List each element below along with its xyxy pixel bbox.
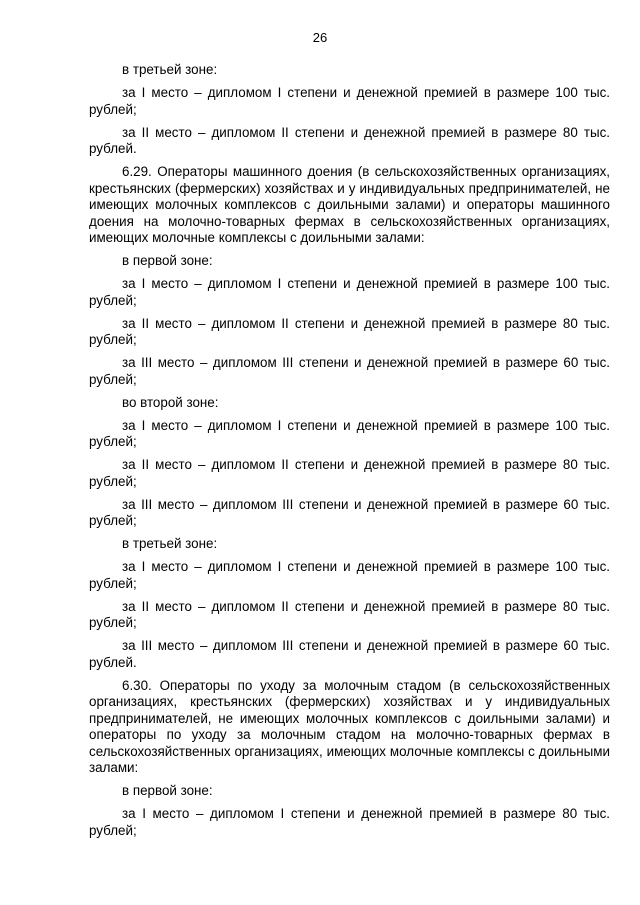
award-third-place: за III место – дипломом III степени и денежной премией в размере 60 тыс. рублей. bbox=[89, 638, 610, 670]
section-6-29: 6.29. Операторы машинного доения (в сельскохозяйственных организациях, крестьянских (фермерских) хозяйствах и у индивидуальных предпринимателей, не имеющих молочных комплексов с доильными залами) и операторы машинного доения на молочно-товарных фермах в сельскохозяйственных организациях, имеющих молочные комплексы с доильными залами: bbox=[89, 164, 610, 245]
award-third-place: за III место – дипломом III степени и денежной премией в размере 60 тыс. рублей; bbox=[89, 496, 610, 528]
award-first-place: за I место – дипломом I степени и денежной премией в размере 100 тыс. рублей; bbox=[89, 85, 610, 117]
award-first-place: за I место – дипломом I степени и денежной премией в размере 80 тыс. рублей; bbox=[89, 806, 610, 838]
page-number: 26 bbox=[312, 30, 328, 45]
document-body bbox=[89, 62, 610, 846]
zone-heading-second: во второй зоне: bbox=[122, 394, 219, 410]
zone-heading-first: в первой зоне: bbox=[122, 783, 213, 798]
award-first-place: за I место – дипломом I степени и денежной премией в размере 100 тыс. рублей; bbox=[89, 417, 610, 449]
award-second-place: за II место – дипломом II степени и денежной премией в размере 80 тыс. рублей; bbox=[89, 315, 610, 347]
award-second-place: за II место – дипломом II степени и денежной премией в размере 80 тыс. рублей; bbox=[89, 598, 610, 630]
award-third-place: за III место – дипломом III степени и денежной премией в размере 60 тыс. рублей; bbox=[89, 355, 610, 387]
zone-heading-third: в третьей зоне: bbox=[122, 62, 218, 77]
award-first-place: за I место – дипломом I степени и денежной премией в размере 100 тыс. рублей; bbox=[89, 559, 610, 591]
section-6-30: 6.30. Операторы по уходу за молочным стадом (в сельскохозяйственных организациях, крестьянских (фермерских) хозяйствах и у индивидуальных предпринимателей, не имеющих молочных комплексов с доильными залами) и операторы по уходу за молочным стадом на молочно-товарных фермах в сельскохозяйственных организациях, имеющих молочные комплексы с доильными залами: bbox=[89, 677, 610, 775]
zone-heading-third: в третьей зоне: bbox=[122, 536, 218, 551]
award-second-place: за II место – дипломом II степени и денежной премией в размере 80 тыс. рублей. bbox=[89, 124, 610, 156]
award-second-place: за II место – дипломом II степени и денежной премией в размере 80 тыс. рублей; bbox=[89, 457, 610, 489]
zone-heading-first: в первой зоне: bbox=[122, 253, 213, 268]
award-first-place: за I место – дипломом I степени и денежной премией в размере 100 тыс. рублей; bbox=[89, 276, 610, 308]
